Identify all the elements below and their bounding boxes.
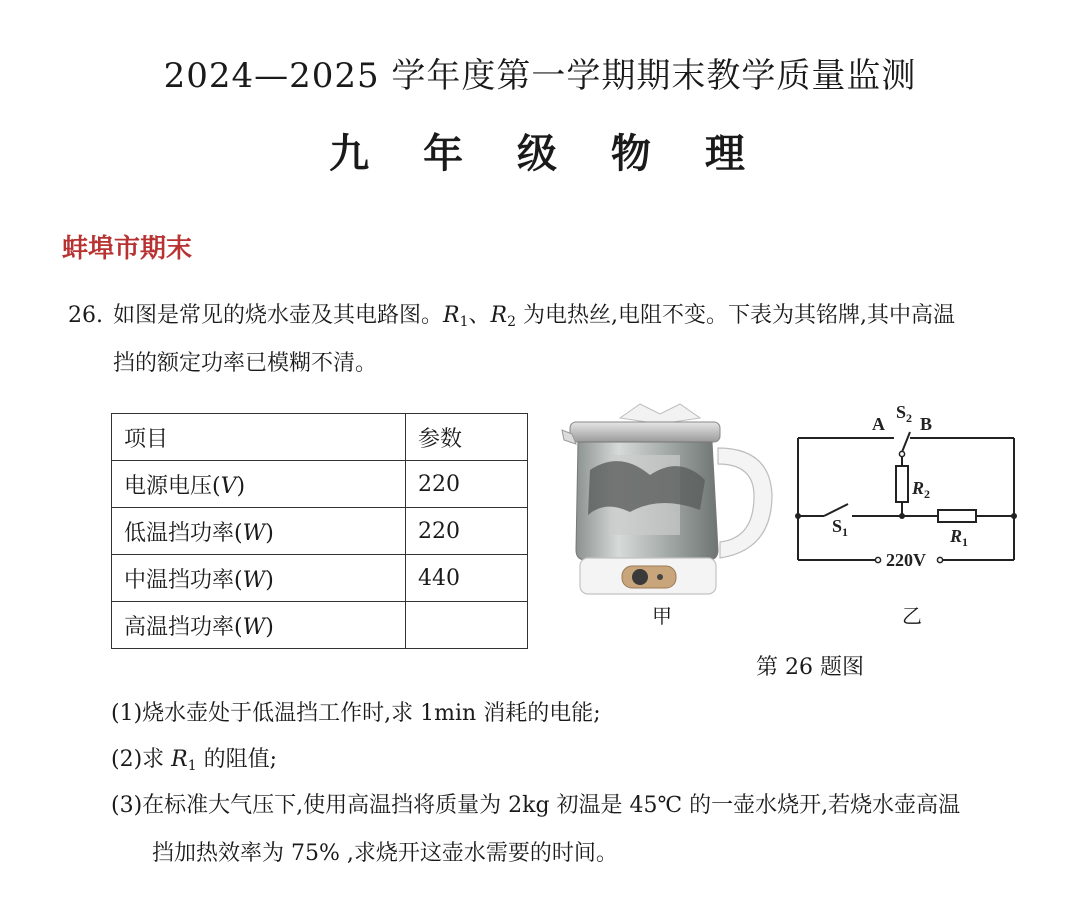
row-label: 中温挡功率(W) bbox=[112, 555, 406, 602]
region-label: 蚌埠市期末 bbox=[62, 234, 193, 264]
stem-text-b: 为电热丝,电阻不变。下表为其铭牌,其中高温 bbox=[516, 303, 956, 328]
sub-question-1: (1)烧水壶处于低温挡工作时,求 1min 消耗的电能; bbox=[111, 701, 601, 726]
resistor-r1-label: $R_1$ bbox=[950, 526, 969, 549]
row-value-blank bbox=[406, 602, 528, 649]
r1-subscript: 1 bbox=[459, 314, 469, 330]
row-value: 220 bbox=[406, 508, 528, 555]
table-row bbox=[112, 508, 528, 555]
subject-title: 九 年 级 物 理 bbox=[329, 130, 765, 177]
r2-symbol: R bbox=[490, 303, 508, 328]
exam-title: 2024—2025 学年度第一学期期末教学质量监测 bbox=[163, 56, 917, 96]
question-number: 26. bbox=[68, 303, 103, 328]
row-label: 高温挡功率(W) bbox=[112, 602, 406, 649]
symbol-separator: 、 bbox=[468, 303, 491, 328]
question-stem-line1 bbox=[113, 300, 955, 338]
table-row bbox=[112, 602, 528, 649]
point-a-label: A bbox=[872, 414, 885, 434]
resistor-r2-label: $R_2$ bbox=[912, 478, 931, 501]
circuit-diagram bbox=[790, 400, 1030, 580]
r1-symbol: R bbox=[443, 303, 460, 328]
supply-voltage-label: 220V bbox=[886, 550, 926, 570]
switch-s2-label: $S_2$ bbox=[896, 402, 913, 425]
sub-question-3-line2: 挡加热效率为 75% ,求烧开这壶水需要的时间。 bbox=[152, 841, 618, 866]
circuit-label: 乙 bbox=[902, 604, 922, 628]
row-value: 440 bbox=[406, 555, 528, 602]
switch-s1-label: $S_1$ bbox=[832, 516, 849, 539]
table-header-item: 项目 bbox=[112, 414, 406, 461]
table-header-param: 参数 bbox=[406, 414, 528, 461]
question-stem-line2: 挡的额定功率已模糊不清。 bbox=[113, 351, 378, 376]
spec-table bbox=[111, 413, 528, 649]
table-row bbox=[112, 555, 528, 602]
r2-subscript: 2 bbox=[507, 314, 517, 330]
row-label: 低温挡功率(W) bbox=[112, 508, 406, 555]
row-label: 电源电压(V) bbox=[112, 461, 406, 508]
sub-question-3-line1: (3)在标准大气压下,使用高温挡将质量为 2kg 初温是 45℃ 的一壶水烧开,若烧水壶高温 bbox=[111, 793, 961, 818]
sub-question-2: (2)求 $R_1$ 的阻值; bbox=[111, 747, 278, 774]
kettle-illustration bbox=[560, 400, 790, 600]
table-row bbox=[112, 461, 528, 508]
row-value: 220 bbox=[406, 461, 528, 508]
stem-text-a: 如图是常见的烧水壶及其电路图。 bbox=[113, 303, 444, 328]
point-b-label: B bbox=[920, 414, 933, 434]
kettle-label: 甲 bbox=[652, 604, 672, 628]
table-header-row bbox=[112, 414, 528, 461]
figure-caption: 第 26 题图 bbox=[756, 655, 864, 680]
